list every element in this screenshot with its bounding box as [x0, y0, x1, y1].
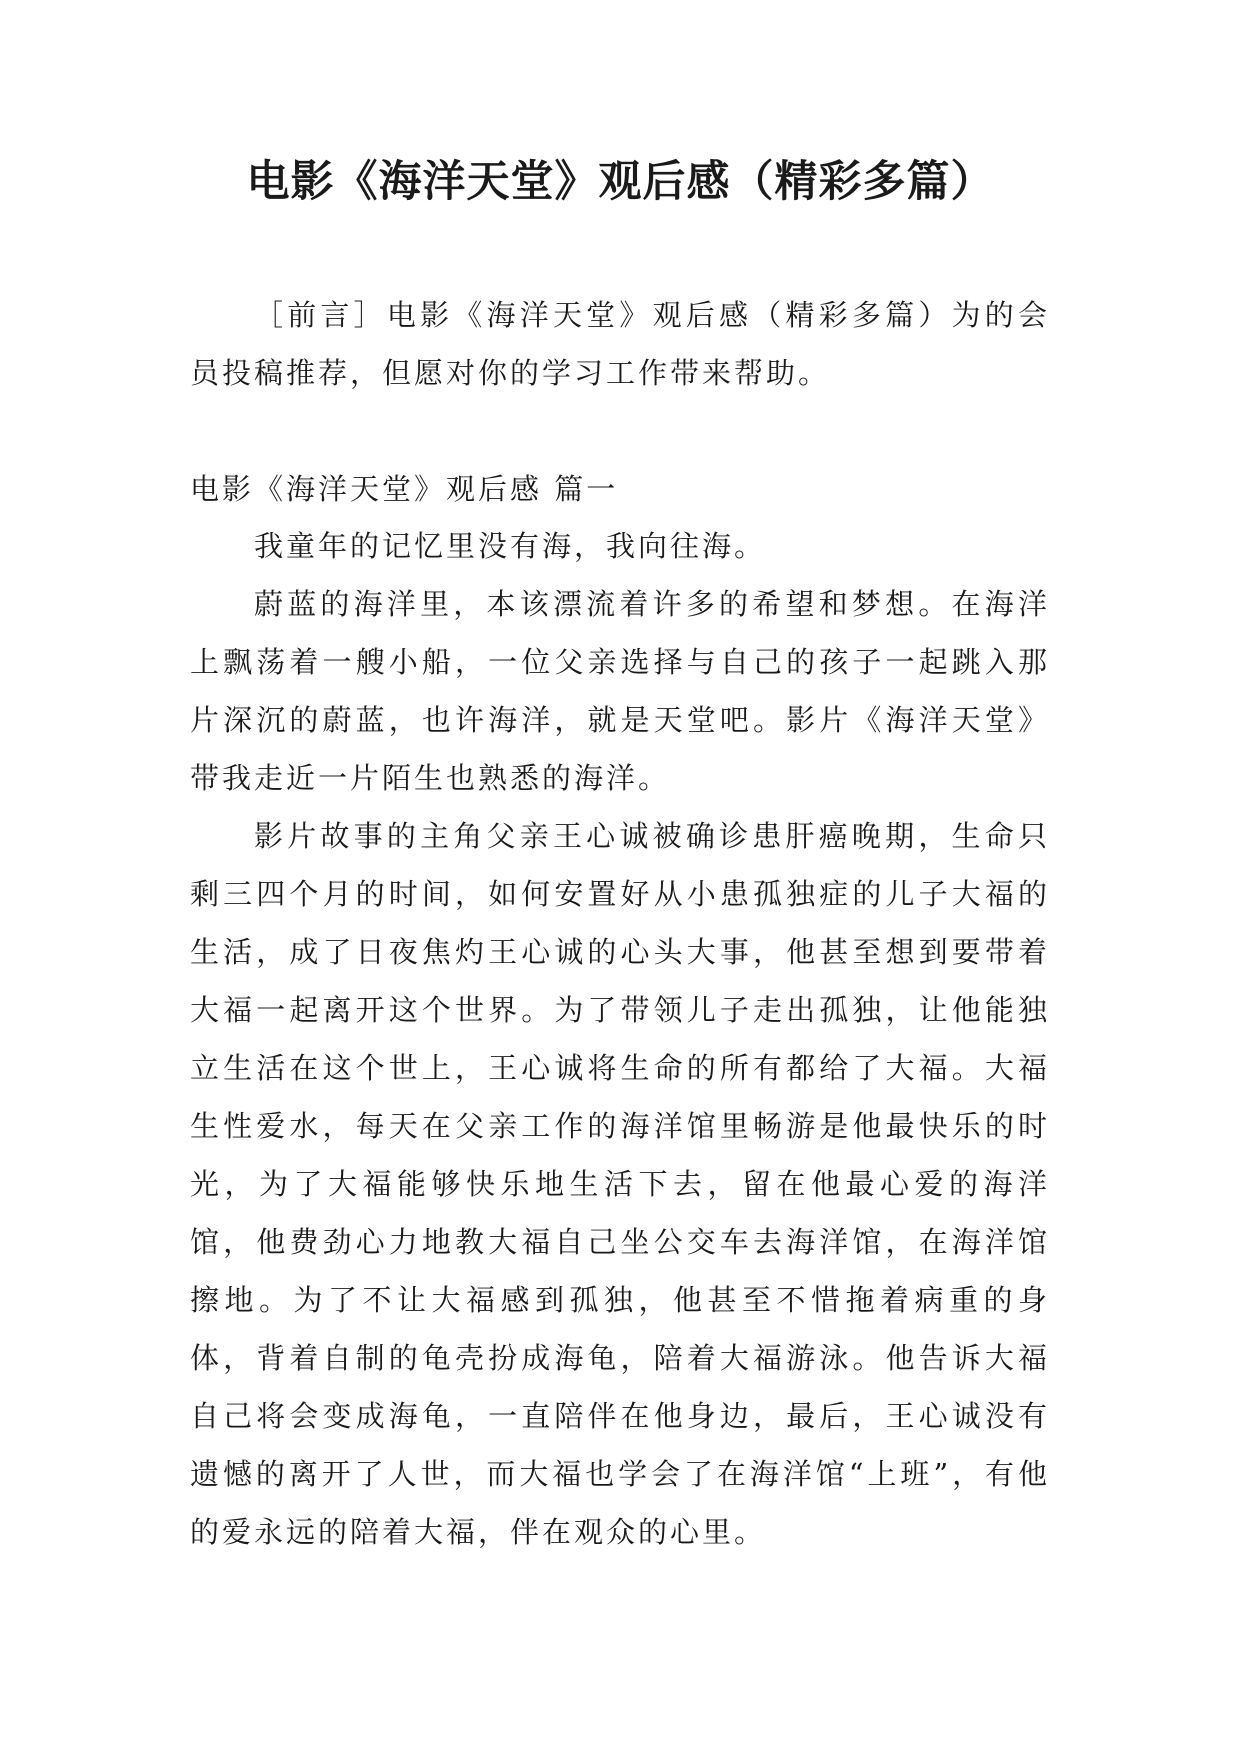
document-title: 电影《海洋天堂》观后感（精彩多篇）: [246, 157, 995, 207]
preface-paragraph: ［前言］电影《海洋天堂》观后感（精彩多篇）为的会员投稿推荐，但愿对你的学习工作带来帮助。: [190, 298, 1050, 390]
body-paragraph: 我童年的记忆里没有海，我向往海。: [254, 529, 767, 563]
body-paragraph: 影片故事的主角父亲王心诚被确诊患肝癌晚期，生命只剩三四个月的时间，如何安置好从小患孤独症的儿子大福的生活，成了日夜焦灼王心诚的心头大事，他甚至想到要带着大福一起离开这个世界。为了带领儿子走出孤独，让他能独立生活在这个世上，王心诚将生命的所有都给了大福。大福生性爱水，每天在父亲工作的海洋馆里畅游是他最快乐的时光，为了大福能够快乐地生活下去，留在他最心爱的海洋馆，他费劲心力地教大福自己坐公交车去海洋馆，在海洋馆擦地。为了不让大福感到孤独，他甚至不惜拖着病重的身体，背着自制的龟壳扮成海龟，陪着大福游泳。他告诉大福自己将会变成海龟，一直陪伴在他身边，最后，王心诚没有遗憾的离开了人世，而大福也学会了在海洋馆“上班”，有他的爱永远的陪着大福，伴在观众的心里。: [190, 819, 1050, 1549]
body-paragraph: 蔚蓝的海洋里，本该漂流着许多的希望和梦想。在海洋上飘荡着一艘小船，一位父亲选择与自己的孩子一起跳入那片深沉的蔚蓝，也许海洋，就是天堂吧。影片《海洋天堂》带我走近一片陌生也熟悉的海洋。: [190, 587, 1050, 795]
section-heading: 电影《海洋天堂》观后感 篇一: [190, 472, 619, 506]
